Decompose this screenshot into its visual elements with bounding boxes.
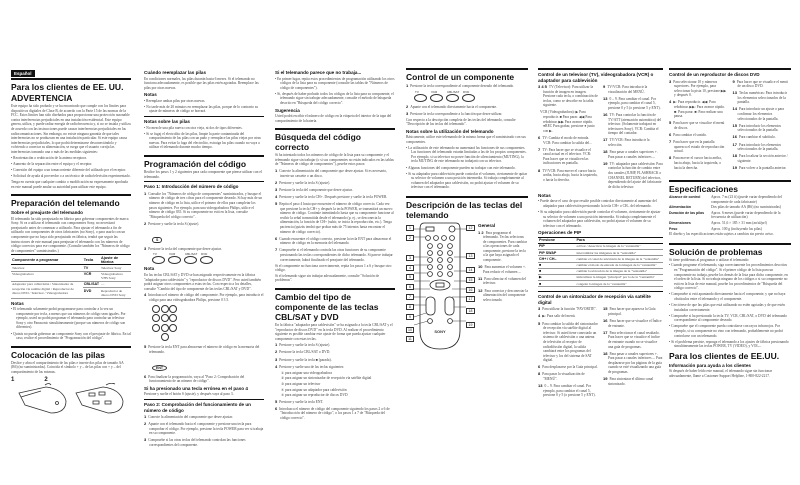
specs-list [669, 195, 791, 232]
tip-title: Sugerencia [275, 107, 300, 113]
column-2 [144, 68, 264, 449]
key-description: 8 TV/VCR: Para mover el cursor hacia arriba, hacia abajo, hacia la izquierda, o hacia la derecha. [538, 167, 598, 182]
step-item: 6 Cuando encuentre el código correcto, presione la tecla ENT para almacenar el número de código en la memoria del telemando. [275, 235, 392, 246]
key-description: 1 2 Para programar el telemando. Teclas selectoras de componentes. Para cambiar a las operaciones de cada componente, presione la tecla a la que haya asignado el componente. [478, 229, 527, 263]
table-header: Presione [538, 237, 576, 243]
notes-title: Notas [144, 92, 157, 98]
section-title-specs: Especificaciones [669, 184, 738, 194]
divider [406, 68, 528, 70]
bullet-item: • Algunas funciones del componente pueden no trabajar con este telemando. [406, 165, 516, 170]
spec-row: Peso Aprox. 100 g (incluyendo las pilas) [669, 226, 762, 231]
bullet-item: • La utilización de este telemando no aumentará las funciones de sus componentes. Las funciones del telemando estarán limitadas a las de los propios componentes. Por ejemplo, si su televisor no posee función de silenciamiento (MUTING), la tecla MUTING de este telemando no trabajará con su televisor. [406, 145, 527, 164]
preset-text: El telemando ha sido preajustado en fábrica para gobernar componentes de marca Sony. Si va a utilizar el telemando con componentes Sony, no necesitará preajustarlo antes de comenzar a utilizarlo. Para ajustar el telemando a fin de utilizarlo con componentes de otros fabricantes (no Sony), o para usarlo con un componente que no haya sido preajustado en fábrica, tendrá que seguir las instrucciones de este manual para preajustar el telemando con los números de código correctos para ese componente. (Consulte también los "Números de código de componentes" suministrados.) [11, 216, 130, 253]
callouts-right: 12 13 14 15 16 17 18 19 [466, 225, 475, 328]
step-item: 4 Presione y suelte una de las teclas siguientes: [275, 363, 345, 369]
table-row: Adaptador para cablevisión / Sintonizador de recepción vía satélite digital / Reproductor de discos DVD / Televisor / Videograbadora CBL/SAT — [11, 281, 131, 287]
table-header: Para [576, 237, 664, 243]
section-title-key-description: Descripción de las teclas del telemando [406, 200, 523, 220]
step-item: 1 Presione la tecla correspondiente al componente deseado del telemando. [406, 83, 515, 88]
table-row: CH+ / CH– cambiar el canal de televisión de la imagen de la "ventanilla" [538, 256, 663, 262]
option-item: ① para asignar una videograbadora [281, 370, 332, 375]
general-title: General [478, 223, 496, 228]
satellite-descriptions [538, 306, 663, 399]
key-description: 19 Para sintonizar el último canal sintonizado. [603, 376, 654, 386]
note-title: Nota [144, 266, 155, 272]
step-item: 3 Presione la tecla del componente que desee ajustar. [144, 245, 222, 251]
divider [669, 68, 791, 70]
key-description: 18 Para pasar a canales superiores +. Para pasar a canales inferiores –. Para desplazarse por las páginas de la guía cuando se esté visualizando una guía de programas. [603, 350, 663, 374]
key-description: 3 Para seleccionar 10 y números superiores. Por ejemplo, para seleccionar la pista 10, presione ▶▶ y después 0. [669, 78, 727, 98]
section-title-batteries: Colocación de las pilas [11, 349, 106, 360]
search-text: Si ha intentado todos los números de código de la lista para su componente y el telemando sigue sin trabajar (o si sus componentes no están indicados en las tablas de "Números de código de componentes"), pruebe estos pasos: [275, 153, 394, 167]
warning-bullet: • Aumento de la separación entre el equipo y el receptor. [11, 161, 93, 166]
step-item: 1 Conecte la alimentación del componente que desee ajustar. [144, 414, 233, 419]
step-item: 5 Presione la tecla ENT para almacenar el número de código en la memoria del telemando. [144, 344, 260, 354]
table-row: PIP activar / desactivar la imagen de la "ventanilla" [538, 243, 663, 249]
section-title-search: Búsqueda del código correcto [275, 132, 361, 153]
notes-title: Notas [538, 192, 551, 198]
warning-title: ADVERTENCIA [11, 93, 73, 103]
step2-title: Paso 2: Comprobación del funcionamiento de un número de código [144, 402, 251, 413]
key-description: 16 Para hacer que se visualice el Índice de entrante. [603, 318, 662, 328]
general-keys [478, 221, 528, 304]
table-header: Componente a programar [11, 255, 83, 265]
table-row: PIP SWAP intercambiar las imágenes de la "ventanilla" [538, 250, 663, 256]
dvd-descriptions [669, 79, 791, 173]
column-3 [275, 68, 395, 422]
customer-info-title: Información para ayuda a los clientes [669, 362, 751, 368]
divider [669, 243, 791, 245]
key-description: 5 Para cambiar la salida del sintonizador de recepción vía satélite digital al televisor. Si usted tiene conectado un sistema de cablevisión o una antena de televisión al receptor de radiodifusión digital, la salida cambiará entre los programas del televisor y los del sistema de SAT digital. [538, 320, 598, 363]
table-row: ■ congelar la imagen de la "ventanilla" [538, 281, 663, 287]
section-title-programming: Programación del código [144, 159, 247, 170]
step-item: 6 Introduzca el número de código del componente siguiendo los pasos 2 a 6 de "Introducción del número de código", o los pasos 1 a 7 de "Búsqueda del código correcto". [275, 405, 390, 420]
step-item: 1 Conecte la alimentación del componente que desee ajustar. Si es necesario, inserte un cassette o un disco. [275, 168, 388, 178]
preset-table [11, 254, 131, 298]
key-description: 3 Para utilizar la función "FAVORITE". [538, 306, 597, 312]
column-4 [406, 68, 528, 351]
key-description: 6 Para desplazarse por la Guía principal. [538, 364, 598, 370]
table-row: Videograbadora VCR Videograbadora VHS Sony [11, 271, 131, 281]
bullet-item: • Cerciórese de que las pilas que está utilizando no estén agotadas y de que estén instaladas correctamente. [669, 303, 785, 312]
key-description: 16 TV: Para controlar la función de TV/ATT (atenuación automática) del televisor. (Solamente trabajará en televisores Sony). VCR: Cambia el tiempo del contador. [603, 111, 662, 136]
section-title-prep: Preparación del telemando [11, 198, 120, 209]
replace-text: En condiciones normales, las pilas durarán hasta 6 meses. Si el telemando no funciona adecuadamente, es posible que las pilas estén agotadas. Reemplace las pilas por otras nuevas. [144, 76, 259, 90]
tv-vcr-cable-title: Control de un televisor (TV), videograbadora (VCR) o adaptador para cablevisión [538, 72, 654, 83]
step-item: 3 Compruebe si las otras teclas del telemando controlan las funciones correspondientes del componente. [144, 437, 246, 447]
pip-title: Operaciones de PIP [538, 230, 582, 236]
note-item: • Quizás no pueda gobernar un componente Sony con el preajuste de fábrica. En tal caso, realice el procedimiento de "Programación del código". [11, 331, 131, 341]
search-footer: Si el telemando sigue sin trabajar adecuadamente, consulte "Solución de problemas". [275, 273, 380, 283]
key-description: 9 TV/VCR: Para introducir la visualización del MENÚ. [603, 84, 648, 94]
note-item: • Si se fugaj el electrolito de las pilas, limpie la parte contaminada del compartimiento de las pilas con un paño y reemplace las pilas viejas por otras nuevas. Para evitar la fuga del electrolito, extraiga las pilas cuando no vaya a utilizar el telemando durante mucho tiempo. [144, 131, 261, 150]
divider [11, 346, 131, 348]
step-item: 2 Apunte con el telemando hacia el componente y presione una tecla para comprobar el código. Por ejemplo, presione la tecla POWER para ver si trabaja en su componente. [144, 421, 264, 436]
key-description: 13 0 – 9. Para cambiar el canal. Por ejemplo, para cambiar el canal 5, presione 0 y 5 (o presione 5 y ENT). [603, 95, 661, 110]
step-item: 7 Compruebe si el telemando controla las otras funciones de su componente presionando las teclas correspondientes de dicho telemando. Si parece trabajar correctamente, habrá finalizado el preajuste del telemando. [275, 247, 393, 262]
battery-text: Deslice y abra el compartimiento de las pilas e inserte dos pilas de tamaño AA (R6) (no suministradas). Coincida el símbolo + y – de las pilas con + y – del compartimiento de las mismas. [11, 360, 124, 374]
warning-bullet: • Conexión del equipo a un tomacorriente diferente del utilizado por el receptor. [11, 167, 126, 172]
section-title-change-type: Cambio del tipo de componente de las teclas CBL/SAT y DVD [275, 292, 379, 322]
divider [275, 288, 395, 290]
bullet-item: • Si el problema persiste, reponga el telemando a los ajustes de fábrica presionando simultáneamente las teclas POWER, TV (VIDEO), y VOL–. [669, 339, 789, 349]
replace-title: Cuándo reemplazar las pilas [144, 70, 207, 75]
step-item: 4 Introduzca el número de código del componente. Por ejemplo, para introducir el código para una videograbadora Philips, presione 0 3 5. [144, 292, 264, 302]
divider [144, 399, 264, 400]
ent-key-icon: ENT [152, 365, 167, 371]
notes-title: Notas [11, 300, 24, 306]
key-description: 14 Para introducir un ajuste o para confirmar los elementos seleccionados de la pantalla. [732, 106, 784, 121]
step-item: 5 Presione y suelte la tecla ENT. [275, 398, 324, 404]
table-header: Tecla [83, 255, 100, 265]
search-footer: Si el componente no funciona correctamente, repita los pasos 1 a 6 y busque otro código. [275, 263, 392, 273]
step-item: 3 Presione la tecla correspondiente a la función que desee utilizar. [406, 110, 503, 116]
spec-footer: El diseño y las especificaciones están sujetos a cambios sin previo aviso. [669, 232, 774, 237]
bullet-item: • Compruebe si está apuntando directamente hacia el componente, y que no haya obstáculos entre el telemando y el componente. [669, 292, 786, 301]
step-item: 5 Repita el paso 4 hasta que encuentre el número de código correcto. Cada vez que presione la tecla CH+ y después la tecla POWER, se transmitirá un nuevo número de código. Continúe intentándolo hasta que su componente funcione al recibir la señal transmitida desde el telemando (p. ej., se desconecta la alimentación, la función de CH+ (subir, se inicia la reproducción, etc.). Tenga paciencia (quizás tendrá que probar más de 75 intentos hasta encontrar el número de código correcto). [275, 201, 394, 234]
spec-row: Dimensiones Aprox. 51,6 × 185 × 31 mm (an/al/prf) [669, 220, 767, 225]
step-item: 4 Presione y suelte la tecla CH+. Después presione y suelte la tecla POWER. [275, 193, 388, 199]
key-description: 17 TV/VCR: Para introducir la selección. [603, 137, 650, 148]
spec-row: Duración de las pilas Aprox. 6 meses (puede variar dependiendo de la frecuencia de utilización) [669, 210, 781, 220]
note-item: • El telemando solamente podrá programarse para controlar a la vez un componente por tecla, a menos que sus números de código sean iguales. Por ejemplo, usted no podrá programar el telemando para controlar un televisor Sony y otro Panasonic simultáneamente (porque sus números de código son diferentes). [11, 307, 126, 330]
component-keys-icon: TV VCR CBL/SAT DVD [152, 256, 264, 264]
section-title-control: Control de un componente [406, 72, 515, 82]
remote-control-icon [406, 221, 472, 351]
pip-table [538, 237, 663, 287]
customer-info-text: Si después de haber leído este manual, el telemando sigue sin funcionar adecuadamente, llame a Customer Support Helpline, 1-800-822-2217. [669, 369, 772, 379]
key-description: 8 Para mover el cursor hacia arriba, hacia abajo, hacia la izquierda, o hacia la derecha. [669, 155, 722, 170]
key-description: 7 Para hacer que en la pantalla aparezca el estado de reproducción actual. [669, 139, 725, 154]
note-text: En las teclas CBL/SAT y DVD se han asignado respectivamente en la fábrica "adaptador para cablevisión" y "reproductor de discos DVD". Pero usted también podrá asignar otros componentes a estas teclas. Con respecto a los detalles, consulte "Cambio del tipo de componente de las teclas CBL/SAT y DVD". [144, 272, 261, 291]
step-item: 3 Presione la tecla del componente que desee ajustar. [275, 186, 353, 192]
key-description: 17 Para seleccionar el canal resaltado. Para hacer que se visualice el índice de entrante cuando no se visualice una guía de programas. [603, 329, 660, 349]
tv-vcr-descriptions [538, 84, 663, 191]
key-description: 19 TV: adaptador para cablevisión: Para controlar la función de cambio entre dos canales (JUMP, FLASHBACK o CHANNEL RETURN) del televisor, dependiendo del ajuste del fabricante de dicho televisor. [603, 160, 663, 189]
divider [275, 128, 395, 130]
key-description: 19 Para volver a la pantalla anterior. [732, 164, 787, 170]
step-number: 1 [11, 376, 15, 383]
key-description: 10 Para aumentar el volumen +. Para reducir el volumen –. [478, 264, 526, 274]
battery-illustration-icon [11, 383, 131, 419]
bullet-item: • Compruebe si ha presionado la tecla TV, VCR, CBL/SAT, o DVD del telemando correspondiente al componente deseado. [669, 313, 787, 323]
bullet-item: • En primer lugar, repita estos procedimientos de programación utilizando los otros códigos de la lista para su componente (consulte las tablas de "Números de código de componentes"). [275, 76, 395, 90]
divider [144, 181, 264, 182]
table-header: Ajuste de fábrica [100, 255, 131, 265]
key-description: 4 ▶: Para salir del menú. [538, 313, 576, 319]
bullet-item: • Compruebe que el componente pueda controlarse con rayos infrarrojos. Por ejemplo, si su componente no vino con telemando, probablemente no podrá controlarse con un telemando. [669, 324, 783, 338]
battery-notes-title: Notas sobre las pilas [144, 119, 190, 125]
step-item: 2 Presione la tecla CBL/SAT o DVD. [275, 349, 331, 355]
option-item: ⑤ para asignar un reproductor de discos DVD [281, 393, 348, 398]
step-item: 2 Presione y suelte la tecla S (ajuste). [144, 220, 200, 226]
key-description: 8 Para pasar la visualización de "MENÚ". [538, 371, 585, 382]
table-row: ▶ inmovilizar la imagen "principal" por la de la "ventanilla" [538, 274, 663, 280]
section-title-us-customers: Para los clientes de EE. UU. [11, 82, 124, 92]
satellite-title: Control de un sintonizador de recepción vía satélite digital [538, 294, 651, 305]
warning-bullet: • Solicitud de ayuda al proveedor o a un técnico de radio/televisión experimentado. [11, 173, 131, 178]
key-description: 15 Para hacer que aparezca la Guía principal. [603, 306, 656, 316]
key-description: 7 TV: Para hacer que se visualice el canal actual en el televisor. VCR: Para hacer que se visualicen las indicaciones en pantalla. [538, 146, 592, 166]
control-reference: Con respecto a la descripción completa de las teclas del telemando, consulte "Descripción de las teclas del telemando". [406, 117, 516, 127]
key-description: 6 Para cambiar el sonido. [669, 131, 707, 137]
wrong-key-title: Si ha presionado una tecla errónea en el paso 4 [144, 385, 248, 391]
usage-notes-title: Notas sobre la utilización del telemando [406, 128, 494, 134]
divider [144, 155, 264, 157]
key-description: 9 Para hacer que se visualice el menú de un disco DVD. [732, 78, 788, 89]
note-item: • Reemplace ambas pilas por otras nuevas. [144, 98, 206, 103]
step1-title: Paso 1: Introducción del número de código [144, 184, 239, 190]
divider [11, 78, 131, 80]
option-item: ② para asignar un sintonizador de recepción vía satélite digital [281, 376, 372, 381]
column-1 [11, 78, 131, 424]
bullet-item: • Cuando programe el telemando, siga correctamente los procedimientos descritos en "Programación del código". Si el primer código de la lista para un componente no trabaja, pruebe los demás de la lista para dicho componente, en el orden de la lista. Si no trabaja ninguno de los códigos o si su componente no está en la lista de este manual, pruebe los procedimientos de "Búsqueda del código correcto". [669, 263, 788, 291]
step-item: 1 Presione y suelte la tecla S (ajuste). [275, 342, 331, 348]
change-text: En la fábrica "adaptador para cablevisión" se ha asignado a la tecla CBL/SAT y el "reproductor de discos DVD" en la tecla DVD. Al realizar el procedimiento siguiente es posible cambiar este ajuste de forma que pueda ajustar cualquier componente con estas teclas. [275, 323, 393, 341]
tip-text: Usted podrá escribir el número de código en la etiqueta del interior de la tapa del compartimiento de la batería. [275, 114, 392, 123]
note-item: • Si su adaptador para cablevisión puede controlar el volumen, ciertamente de ajustar su selector de volumen a una posición intermedia. Si trabaja completamente el volumen del adaptador para cablevisión, no podrá ajustar el volumen de su televisor con el telemando. [538, 210, 661, 228]
preset-title: Sobre el preajuste del telemando [11, 210, 83, 216]
usage-text: Básicamente, utilice este telemando de la misma forma que el suministrado con sus componentes. [406, 135, 526, 145]
numpad-icon [152, 305, 264, 342]
column-6 [669, 68, 791, 380]
note-item: • No mezcle una pila nueva con otra vieja, ni dos de tipos diferentes. [144, 125, 243, 130]
step-number: 2 [44, 376, 48, 383]
key-description: 15 Para introducir los elementos seleccionados de la pantalla. [732, 122, 781, 133]
key-description: VCR (Videograbadora): ▶ Para reproducir. ■ Para parar. ◀◀ Para rebobinar. ▶▶ Para avance rápido. ●REC Para grabar, presione ● junto con ▶. [540, 110, 595, 133]
key-description: 12 Para conectar y desconectar la alimentación del componente seleccionado. [478, 287, 528, 302]
key-description: 3 4 5 TV (Televisor): Para utilizar la función de imagen en imagen. Presione cada tecla, o combinación de teclas, como se describe en la tabla siguiente. [538, 84, 598, 108]
step-item: 6 Para finalizar la programación, vaya al "Paso 2: Comprobación del funcionamiento de un número de código". [144, 373, 245, 384]
warning-bullet: • Reorientación o reubicación de la antena receptora. [11, 155, 87, 160]
key-description: 13 Teclas numéricas: Para introducir los elementos seleccionados de la pantalla. [732, 90, 788, 105]
table-row: ■ cambiar la ubicación de la imagen de la "ventanilla" [538, 268, 663, 274]
key-description: 17 Para introducir los elementos seleccionados de la pantalla. [732, 141, 781, 152]
divider [144, 116, 264, 117]
divider [11, 194, 131, 196]
callouts-left: 1 2 3 4 5 6 7 8 9 10 11 [406, 225, 414, 342]
note-item: • No tarde más de 20 minutos en reemplazar las pilas, porque de lo contrario su ajuste de números de código se borrará. [144, 104, 259, 114]
troubleshooting-intro: Si tiene problemas al programar o utilizar el telemando: [669, 257, 750, 262]
key-description: 4 ▶: Para reproducir. ◀◀: Para rebobinar. ▶▶: Para avance rápido. ■: Para parar. ■: Para realizar una pausa. [669, 99, 726, 119]
note-item: • Puede darse el caso de que resulte posible controlar directamente al aumentar del adaptador para cablevisión presionando la tecla CH+ o CH– del telemando. [538, 199, 657, 208]
component-keys-icon: TV VCR CBL/SAT DVD [414, 94, 528, 102]
spec-row: Alcance de control Aprox. 7 m (23 ft) (puede variar dependiendo del componente de cada fabricante) [669, 195, 782, 204]
column-5 [538, 68, 663, 399]
programming-text: Realice los pasos 1 y 2 siguientes para cada componente que piense utilizar con el telemando. [144, 170, 262, 179]
key-description: 5 Para hacer que se visualice el menú de discos. [669, 120, 725, 130]
dvd-title: Control de un reproductor de discos DVD [669, 72, 760, 77]
step-item: 3 Presione y suelte la tecla ■ (parada). [275, 356, 332, 362]
language-tag: Español [11, 70, 35, 77]
set-key-icon: S [152, 237, 162, 243]
not-working-title: Si el telemando parece que no trabaja... [275, 70, 362, 75]
divider [538, 68, 663, 70]
table-row: Televisor TV Televisor Sony [11, 265, 131, 271]
step-item: 2 Presione y suelte la tecla S (ajuste). [275, 179, 331, 185]
key-description: 11 Para silenciar el volumen del televisor. [478, 275, 526, 286]
spec-row: Alimentación Dos pilas de tamaño AA (R6) (no suministradas) [669, 205, 781, 210]
divider [406, 196, 528, 198]
bullet-item: • Si su adaptador para cablevisión puede controlar el volumen, ciertamente de quitar su selector de volumen a una posición intermedia. Si trabaja completamente al volumen del adaptador para cablevisión, no podrá ajustar el volumen de su televisor con el telemando. [406, 171, 528, 190]
option-item: ③ para asignar un televisor [281, 381, 321, 386]
table-row: DVD Reproductor de discos DVD Sony [11, 288, 131, 298]
key-description: 18 Para pasar a canales superiores +. Para pasar a canales inferiores –. [603, 149, 658, 159]
option-item: ④ para asignar un adaptador para cablevisión [281, 387, 347, 392]
warning-footer: Tenga en cuenta que cualquier cambio o modificación no expresamente aprobada en este manual puede anular su autoridad para utilizar este equipo. [11, 179, 128, 189]
remote-diagram [406, 221, 528, 351]
step-item: 1 Consulte los "Números de código de componentes" suministrados, y busque el número de código de tres cifras para el componente deseado. Si hay más de un número de código en la lista, utilice el primero de ellos para completar los pasos siguientes. Por ejemplo, para una videograbadora Philips, utilice el número de código 035. Si su componente no está en la lista, consulte "Búsqueda del código correcto". [144, 190, 263, 219]
key-description: 13 0 – 9. Para cambiar el canal. Por ejemplo, para cambiar el canal 5, presione 0 y 5 (o presione 5 y ENT). [538, 383, 596, 398]
svg-text:SONY: SONY [434, 329, 446, 334]
key-description: 18 Para localizar la sección anterior / siguiente. [732, 153, 788, 163]
bullet-item: • Si, después de haber probado todos los códigos de la lista para su componente, el telemando sigue sin trabajar adecuadamente, consulte el método de búsqueda descrito en "Búsqueda del código correcto". [275, 91, 394, 105]
warning-text: Este equipo ha sido probado y se ha encontrado que cumple con los límites para dispositivos digitales de Clase B, de acuerdo con la Parte 15 de las normas de la FCC. Estos límites han sido diseñados para proporcionar una protección razonable contra interferencias perjudiciales en una instalación residencial. Este equipo genera, utiliza, y puede radiar energía de radiofrecuencia y, si no se instala y utiliza de acuerdo con las instrucciones puede causar interferencias perjudiciales en las radiocomunicaciones. Sin embargo, no existe ninguna garantía de que tales interferencias no se produzcan en una instalación particular. Si este equipo causa interferencias perjudiciales, lo que podrá determinarse desconectándolo y volviendo a conectar su alimentación, se ruega que el usuario corrija las interferencias tomando una o más de las medidas siguientes: [11, 104, 131, 154]
wrong-key-text: Presione y suelte el botón S (ajuste), y después vaya al paso 3. [144, 392, 234, 397]
section-title-troubleshooting: Solución de problemas [669, 246, 763, 257]
section-title-us-customers-2: Para los clientes de EE.UU. [669, 350, 780, 361]
divider [538, 291, 663, 292]
step-item: 2 Apunte con el telemando directamente hacia el componente. [406, 103, 498, 109]
table-row: ■ cambiar el modo de entrada de la imagen de la "ventanilla" [538, 262, 663, 268]
key-description: 6 TV: Cambia el modo de entrada. VCR: Para cambiar la salida del... [538, 134, 592, 145]
divider [669, 180, 791, 182]
key-description: 16 Para cambiar el subtítulo. [732, 134, 776, 140]
